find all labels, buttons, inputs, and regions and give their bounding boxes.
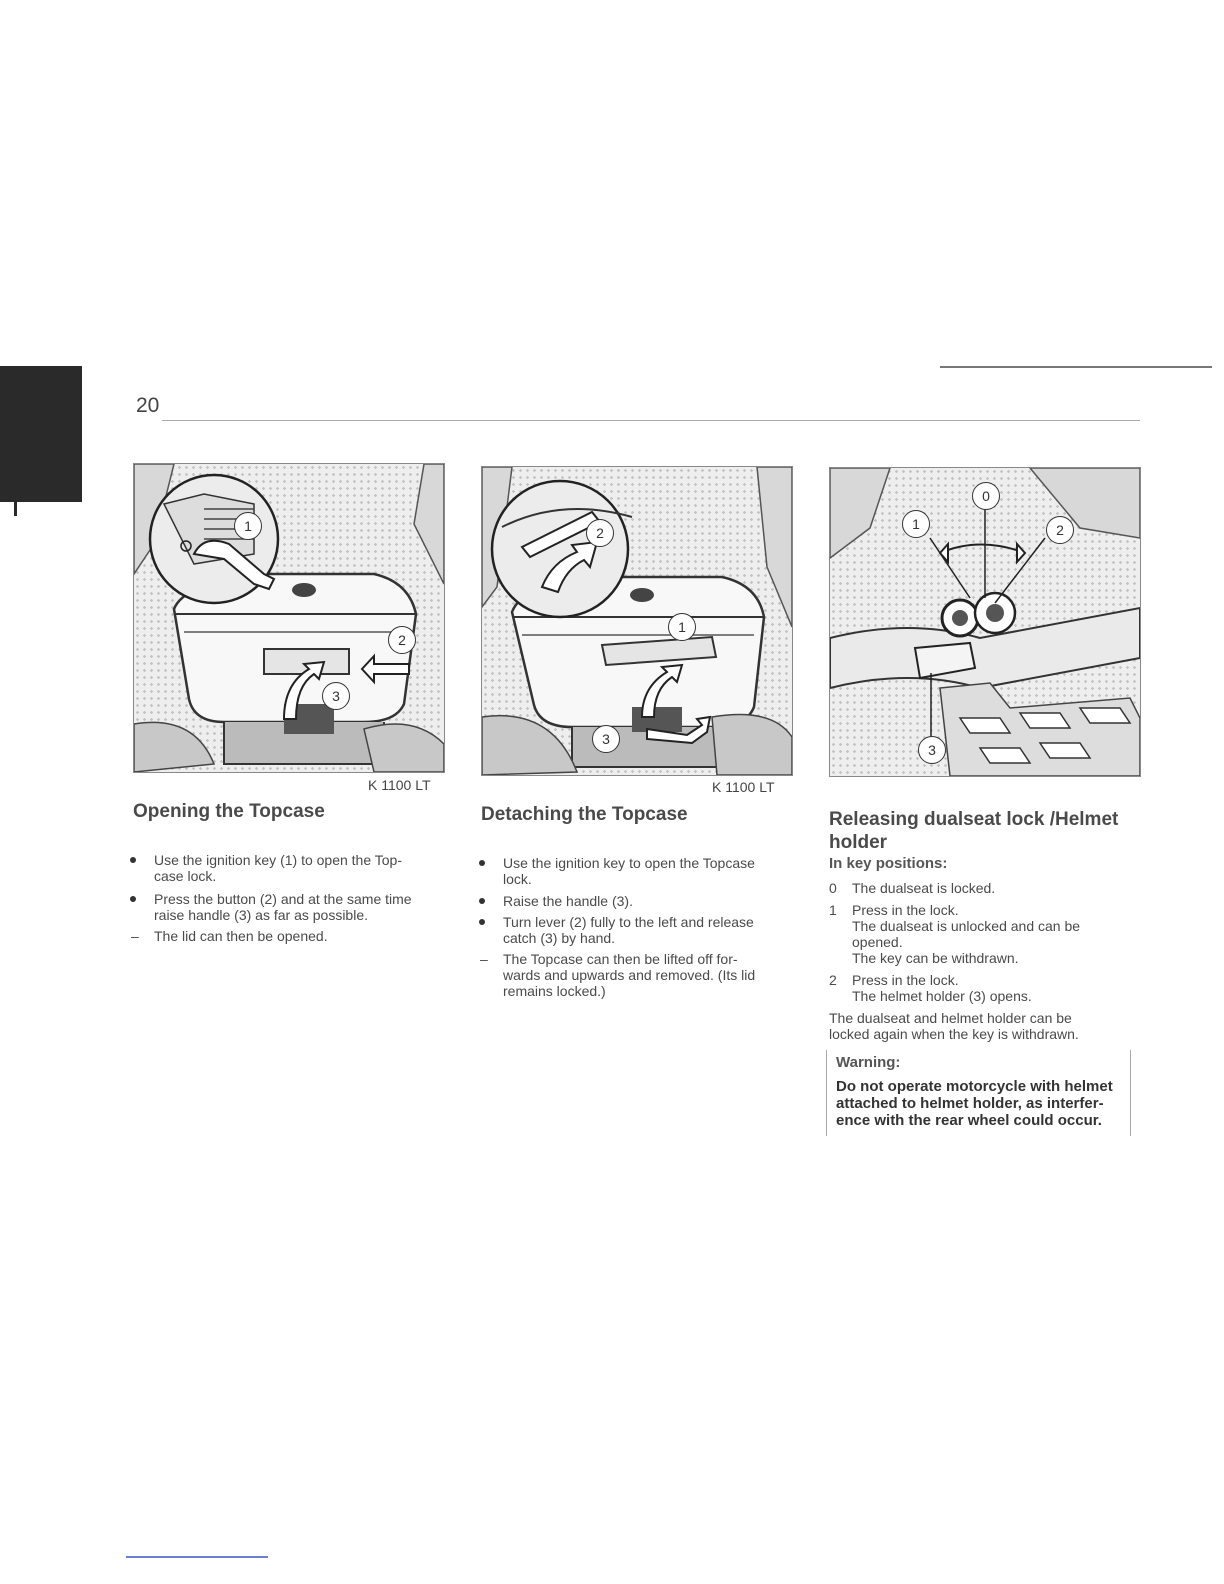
top-rule (940, 366, 1212, 368)
callout-3: 3 (592, 725, 620, 753)
relock-paragraph (829, 1010, 1139, 1042)
callout-1: 1 (668, 613, 696, 641)
thumb-index-mark (14, 500, 17, 516)
item-line: The lid can then be opened. (154, 928, 328, 944)
list-item (154, 852, 444, 884)
bullet-marker (130, 896, 136, 902)
item-line: Use the ignition key (1) to open the Top- (154, 852, 403, 868)
list-item (503, 893, 793, 909)
header-rule (162, 420, 1140, 421)
item-line: Press the button (2) and at the same time (154, 891, 412, 907)
item-line: The Topcase can then be lifted off for- (503, 951, 738, 967)
warning-line: ence with the rear wheel could occur. (836, 1112, 1102, 1129)
bullet-marker (130, 857, 136, 863)
figure-opening-topcase (133, 463, 445, 773)
callout-0: 0 (972, 482, 1000, 510)
item-line: Turn lever (2) fully to the left and release (503, 914, 754, 930)
callout-2: 2 (586, 519, 614, 547)
list-item (154, 891, 444, 923)
bullet-marker (479, 860, 485, 866)
list-item (131, 928, 444, 944)
figure-dualseat-lock (829, 467, 1141, 777)
bottom-rule (126, 1556, 268, 1558)
figure-caption: K 1100 LT (368, 777, 431, 793)
key-position-number: 0 (829, 880, 837, 896)
list-item (480, 951, 793, 999)
list-item (829, 880, 1140, 896)
item-line: opened. (852, 934, 903, 950)
section-heading-opening-topcase: Opening the Topcase (133, 801, 325, 822)
dualseat-lock-illustration (830, 468, 1140, 776)
warning-box (826, 1050, 1131, 1136)
thumb-index-tab (0, 366, 82, 502)
figure-detaching-topcase (481, 466, 793, 776)
page-number: 20 (136, 394, 160, 417)
warning-line: attached to helmet holder, as interfer- (836, 1095, 1104, 1112)
figure-caption: K 1100 LT (712, 779, 775, 795)
topcase-detaching-illustration (482, 467, 792, 775)
list-item (829, 972, 1140, 1004)
list-item (829, 902, 1140, 966)
item-line: lock. (503, 871, 532, 887)
callout-3: 3 (918, 736, 946, 764)
section-heading-dualseat-lock (829, 808, 1118, 854)
subheading-key-positions: In key positions: (829, 855, 948, 872)
item-line: catch (3) by hand. (503, 930, 616, 946)
item-line: case lock. (154, 868, 217, 884)
list-item (503, 855, 793, 887)
item-line: wards and upwards and removed. (Its lid (503, 967, 756, 983)
item-line: Use the ignition key to open the Topcase (503, 855, 755, 871)
item-line: remains locked.) (503, 983, 606, 999)
dash-marker: – (131, 928, 139, 944)
item-line: The dualseat is unlocked and can be (852, 918, 1081, 934)
callout-1: 1 (902, 510, 930, 538)
item-line: Press in the lock. (852, 902, 959, 918)
warning-line: Do not operate motorcycle with helmet (836, 1078, 1113, 1095)
key-position-number: 1 (829, 902, 837, 918)
dash-marker: – (480, 951, 488, 967)
warning-title: Warning: (836, 1054, 901, 1071)
item-line: raise handle (3) as far as possible. (154, 907, 368, 923)
heading-line: holder (829, 832, 888, 853)
paragraph-line: The dualseat and helmet holder can be (829, 1010, 1072, 1026)
callout-2: 2 (1046, 516, 1074, 544)
heading-line: Releasing dualseat lock /Helmet (829, 809, 1119, 830)
item-line: The dualseat is locked. (852, 880, 996, 896)
callout-3: 3 (322, 682, 350, 710)
key-position-number: 2 (829, 972, 837, 988)
paragraph-line: locked again when the key is withdrawn. (829, 1026, 1079, 1042)
item-line: The helmet holder (3) opens. (852, 988, 1032, 1004)
callout-2: 2 (388, 626, 416, 654)
topcase-opening-illustration (134, 464, 444, 772)
item-line: Press in the lock. (852, 972, 959, 988)
callout-1: 1 (234, 512, 262, 540)
warning-box-border (826, 1050, 827, 1136)
item-line: Raise the handle (3). (503, 893, 633, 909)
item-line: The key can be withdrawn. (852, 950, 1019, 966)
bullet-marker (479, 919, 485, 925)
list-item (503, 914, 793, 946)
bullet-marker (479, 898, 485, 904)
warning-text (836, 1078, 1126, 1129)
section-heading-detaching-topcase: Detaching the Topcase (481, 804, 688, 825)
